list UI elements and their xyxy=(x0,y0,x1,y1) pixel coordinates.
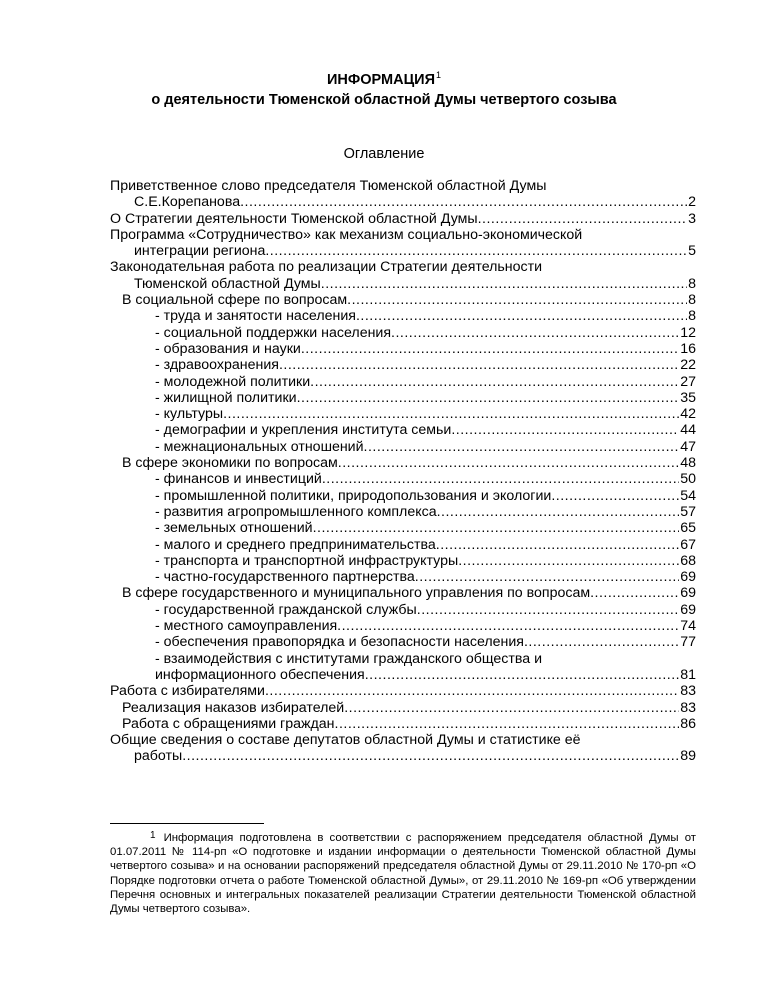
toc-entry-text: В социальной сфере по вопросам xyxy=(122,292,348,309)
toc-entry-text: - демографии и укрепления института семьи xyxy=(155,422,452,439)
toc-entry[interactable] xyxy=(110,227,696,260)
document-subtitle: о деятельности Тюменской областной Думы четвертого созыва xyxy=(151,92,617,108)
toc-page-number: 5 xyxy=(688,243,696,260)
toc-entry[interactable] xyxy=(110,292,696,308)
toc-dot-leader xyxy=(551,488,679,504)
toc-entry[interactable] xyxy=(110,634,696,650)
toc-entry-text: - социальной поддержки населения xyxy=(155,324,392,341)
toc-entry[interactable] xyxy=(110,569,696,585)
toc-entry[interactable] xyxy=(110,357,696,373)
toc-dot-leader xyxy=(364,439,680,455)
toc-page-number: 22 xyxy=(680,357,696,374)
toc-dot-leader xyxy=(365,667,679,683)
toc-dot-leader xyxy=(335,716,680,732)
toc-dot-leader xyxy=(223,406,679,422)
toc-entry-text: Законодательная работа по реализации Стратегии деятельности xyxy=(110,259,543,276)
footnote-text: Информация подготовлена в соответствии с распоряжением председателя областной Думы от 01.07.2011 № 114-рп «О подготовке и издании информации о деятельности Тюменской областной Думы четвертого созыва» и на основании распоряжений председателя областной Думы от 29.11.2010 № 170-рп «О Порядке подготовки отчета о работе Тюменской областной Думы», от 29.11.2010 № 169-рп «Об утверждении Перечня основных и интегральных показателей реализации Стратегии деятельности Тюменской областной Думы четвертого созыва». xyxy=(110,832,696,916)
toc-dot-leader xyxy=(347,292,687,308)
toc-entry-text: Реализация наказов избирателей xyxy=(122,699,345,716)
toc-page-number: 8 xyxy=(688,275,696,292)
toc-entry[interactable] xyxy=(110,308,696,324)
toc-dot-leader xyxy=(265,683,679,699)
toc-dot-leader xyxy=(322,471,679,487)
toc-page-number: 42 xyxy=(680,406,696,423)
toc-page-number: 35 xyxy=(680,389,696,406)
toc-dot-leader xyxy=(301,341,679,357)
toc-entry[interactable] xyxy=(110,700,696,716)
toc-entry-text: - молодежной политики xyxy=(155,373,311,390)
toc-dot-leader xyxy=(437,504,680,520)
table-of-contents xyxy=(110,178,696,765)
document-header xyxy=(0,66,768,109)
toc-entry-text: информационного обеспечения xyxy=(155,666,365,683)
toc-entry-text: Программа «Сотрудничество» как механизм социально-экономической xyxy=(110,226,583,243)
toc-entry-text: - здравоохранения xyxy=(155,357,279,374)
toc-dot-leader xyxy=(310,374,679,390)
toc-entry-text: - культуры xyxy=(155,406,224,423)
toc-page-number: 68 xyxy=(680,552,696,569)
toc-entry-text: - развития агропромышленного комплекса xyxy=(155,503,437,520)
toc-dot-leader xyxy=(417,602,679,618)
toc-dot-leader xyxy=(524,634,679,650)
toc-dot-leader xyxy=(451,422,679,438)
toc-entry-text: В сфере государственного и муниципального управления по вопросам xyxy=(122,585,591,602)
toc-entry[interactable] xyxy=(110,390,696,406)
toc-entry[interactable] xyxy=(110,716,696,732)
footnote xyxy=(110,829,696,916)
toc-page-number: 27 xyxy=(680,373,696,390)
toc-entry[interactable] xyxy=(110,178,696,211)
toc-dot-leader xyxy=(344,700,679,716)
toc-page-number: 2 xyxy=(688,194,696,211)
toc-entry[interactable] xyxy=(110,504,696,520)
toc-entry[interactable] xyxy=(110,602,696,618)
toc-dot-leader xyxy=(313,520,680,536)
toc-page-number: 54 xyxy=(680,487,696,504)
toc-entry-text: - государственной гражданской службы xyxy=(155,601,417,618)
document-title xyxy=(0,66,768,89)
toc-entry-text: Приветственное слово председателя Тюменской областной Думы xyxy=(110,178,547,194)
toc-dot-leader xyxy=(265,243,687,259)
toc-entry-text: работы xyxy=(134,748,183,765)
toc-page-number: 16 xyxy=(680,340,696,357)
toc-entry[interactable] xyxy=(110,553,696,569)
toc-entry-text: - труда и занятости населения xyxy=(155,308,356,325)
toc-entry-text: Тюменской областной Думы xyxy=(134,275,321,292)
toc-entry-text: С.Е.Корепанова xyxy=(134,194,241,211)
footnote-mark: 1 xyxy=(150,830,156,841)
toc-entry-text: Работа с избирателями xyxy=(110,683,265,700)
toc-entry[interactable] xyxy=(110,439,696,455)
toc-entry[interactable] xyxy=(110,455,696,471)
toc-entry[interactable] xyxy=(110,618,696,634)
toc-page-number: 8 xyxy=(688,308,696,325)
toc-page-number: 83 xyxy=(680,683,696,700)
toc-page-number: 47 xyxy=(680,438,696,455)
toc-entry-text: - малого и среднего предпринимательства xyxy=(155,536,436,553)
toc-entry[interactable] xyxy=(110,732,696,765)
toc-page-number: 44 xyxy=(680,422,696,439)
toc-entry[interactable] xyxy=(110,537,696,553)
toc-page-number: 57 xyxy=(680,503,696,520)
toc-dot-leader xyxy=(321,276,687,292)
toc-entry-text: - межнациональных отношений xyxy=(155,438,364,455)
toc-page-number: 67 xyxy=(680,536,696,553)
toc-entry-text: Общие сведения о составе депутатов областной Думы и статистике её xyxy=(110,732,581,749)
toc-page-number: 86 xyxy=(680,715,696,732)
toc-entry[interactable] xyxy=(110,651,696,684)
toc-page-number: 69 xyxy=(680,585,696,602)
toc-page-number: 83 xyxy=(680,699,696,716)
toc-entry[interactable] xyxy=(110,406,696,422)
toc-dot-leader xyxy=(391,325,679,341)
title-text: ИНФОРМАЦИЯ xyxy=(326,72,435,88)
toc-entry[interactable] xyxy=(110,683,696,699)
toc-dot-leader xyxy=(458,553,679,569)
toc-dot-leader xyxy=(436,537,679,553)
toc-dot-leader xyxy=(415,569,679,585)
toc-entry[interactable] xyxy=(110,471,696,487)
toc-page-number: 48 xyxy=(680,455,696,472)
toc-page-number: 74 xyxy=(680,618,696,635)
toc-entry[interactable] xyxy=(110,259,696,292)
toc-page-number: 65 xyxy=(680,520,696,537)
toc-entry-text: - жилищной политики xyxy=(155,389,297,406)
toc-entry-text: Работа с обращениями граждан xyxy=(122,715,335,732)
toc-dot-leader xyxy=(240,194,687,210)
toc-page-number: 69 xyxy=(680,601,696,618)
toc-page-number: 81 xyxy=(680,666,696,683)
toc-entry[interactable] xyxy=(110,211,696,227)
toc-entry[interactable] xyxy=(110,341,696,357)
footnote-separator xyxy=(110,823,264,824)
toc-entry[interactable] xyxy=(110,520,696,536)
toc-page-number: 77 xyxy=(680,634,696,651)
toc-entry-text: - промышленной политики, природопользования и экологии xyxy=(155,487,552,504)
toc-dot-leader xyxy=(338,455,679,471)
toc-entry[interactable] xyxy=(110,325,696,341)
toc-page-number: 12 xyxy=(680,324,696,341)
toc-dot-leader xyxy=(297,390,680,406)
toc-dot-leader xyxy=(356,308,687,324)
toc-entry-text: О Стратегии деятельности Тюменской областной Думы xyxy=(110,210,478,227)
toc-entry-text: - местного самоуправления xyxy=(155,618,338,635)
toc-entry[interactable] xyxy=(110,488,696,504)
toc-dot-leader xyxy=(337,618,679,634)
toc-entry-text: - частно-государственного партнерства xyxy=(155,569,415,586)
toc-page-number: 69 xyxy=(680,569,696,586)
toc-entry[interactable] xyxy=(110,422,696,438)
toc-entry-text: - финансов и инвестиций xyxy=(155,471,322,488)
toc-dot-leader xyxy=(590,585,679,601)
toc-entry-text: - образования и науки xyxy=(155,340,301,357)
toc-entry-text: - взаимодействия с институтами гражданского общества и xyxy=(155,650,543,667)
toc-entry-text: - транспорта и транспортной инфраструктуры xyxy=(155,552,459,569)
toc-page-number: 8 xyxy=(688,292,696,309)
toc-dot-leader xyxy=(478,211,688,227)
toc-page-number: 89 xyxy=(680,748,696,765)
toc-entry[interactable] xyxy=(110,374,696,390)
toc-entry[interactable] xyxy=(110,585,696,601)
toc-entry-text: - земельных отношений xyxy=(155,520,313,537)
toc-entry-text: интеграции региона xyxy=(134,243,266,260)
title-footnote-mark[interactable]: 1 xyxy=(436,70,442,80)
toc-entry-text: - обеспечения правопорядка и безопасности населения xyxy=(155,634,524,651)
toc-page-number: 50 xyxy=(680,471,696,488)
toc-dot-leader xyxy=(279,357,679,373)
toc-heading: Оглавление xyxy=(343,146,425,162)
toc-dot-leader xyxy=(182,748,679,764)
toc-entry-text: В сфере экономики по вопросам xyxy=(122,455,338,472)
toc-page-number: 3 xyxy=(688,210,696,227)
